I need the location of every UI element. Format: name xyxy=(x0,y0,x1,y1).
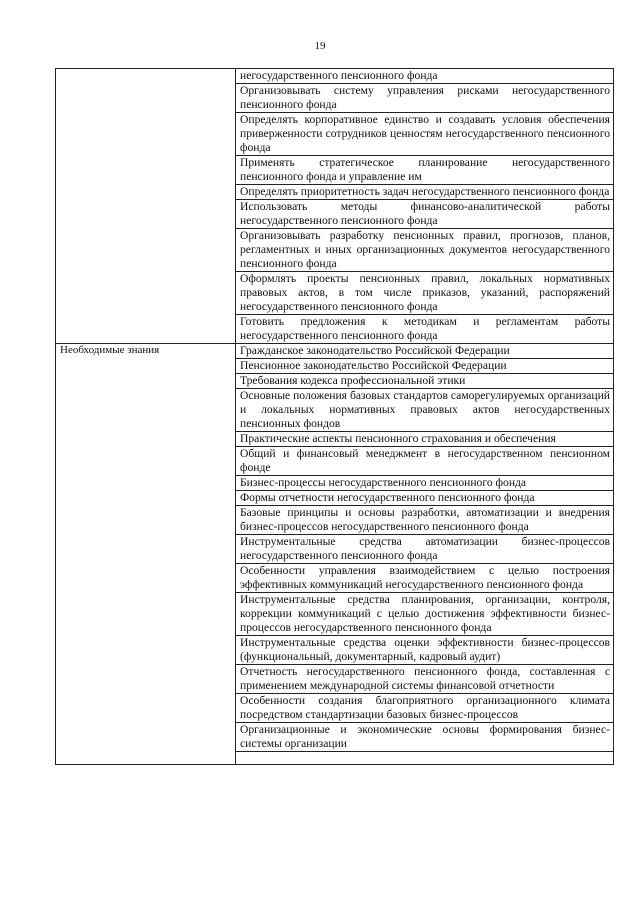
requirement-item: Инструментальные средства оценки эффективности бизнес-процессов (функциональный, документарный, кадровый аудит) xyxy=(236,636,614,665)
table-row xyxy=(56,344,614,359)
requirement-item: негосударственного пенсионного фонда xyxy=(236,69,614,84)
requirement-item: Пенсионное законодательство Российской Федерации xyxy=(236,359,614,374)
requirement-item: Бизнес-процессы негосударственного пенсионного фонда xyxy=(236,476,614,491)
requirement-item: Особенности управления взаимодействием с целью построения эффективных коммуникаций негосударственного пенсионного фонда xyxy=(236,564,614,593)
requirement-item: Организационные и экономические основы формирования бизнес-системы организации xyxy=(236,723,614,752)
requirement-item: Оформлять проекты пенсионных правил, локальных нормативных правовых актов, в том числе приказов, указаний, распоряжений негосударственного пенсионного фонда xyxy=(236,272,614,315)
requirement-item: Организовывать систему управления рисками негосударственного пенсионного фонда xyxy=(236,84,614,113)
requirement-item: Определять корпоративное единство и создавать условия обеспечения приверженности сотрудников ценностям негосударственного пенсионного фонда xyxy=(236,113,614,156)
requirement-item: Определять приоритетность задач негосударственного пенсионного фонда xyxy=(236,185,614,200)
section-heading xyxy=(56,69,236,344)
requirement-item: Применять стратегическое планирование негосударственного пенсионного фонда и управление им xyxy=(236,156,614,185)
table-row xyxy=(56,69,614,84)
requirement-item: Требования кодекса профессиональной этики xyxy=(236,374,614,389)
requirement-item: Формы отчетности негосударственного пенсионного фонда xyxy=(236,491,614,506)
requirement-item: Основные положения базовых стандартов саморегулируемых организаций и локальных нормативных правовых актов негосударственных пенсионных фондов xyxy=(236,389,614,432)
requirement-item: Базовые принципы и основы разработки, автоматизации и внедрения бизнес-процессов негосударственного пенсионного фонда xyxy=(236,506,614,535)
requirement-item: Общий и финансовый менеджмент в негосударственном пенсионном фонде xyxy=(236,447,614,476)
requirements-table xyxy=(55,68,614,765)
section-heading: Необходимые знания xyxy=(56,344,236,765)
empty-cell xyxy=(236,752,614,765)
requirement-item: Использовать методы финансово-аналитической работы негосударственного пенсионного фонда xyxy=(236,200,614,229)
requirement-item: Организовывать разработку пенсионных правил, прогнозов, планов, регламентных и иных организационных документов негосударственного пенсионного фонда xyxy=(236,229,614,272)
page-number: 19 xyxy=(314,40,326,52)
requirement-item: Готовить предложения к методикам и регламентам работы негосударственного пенсионного фонда xyxy=(236,315,614,344)
requirement-item: Отчетность негосударственного пенсионного фонда, составленная с применением международной системы финансовой отчетности xyxy=(236,665,614,694)
requirement-item: Гражданское законодательство Российской Федерации xyxy=(236,344,614,359)
requirement-item: Особенности создания благоприятного организационного климата посредством стандартизации базовых бизнес-процессов xyxy=(236,694,614,723)
requirement-item: Практические аспекты пенсионного страхования и обеспечения xyxy=(236,432,614,447)
requirement-item: Инструментальные средства планирования, организации, контроля, коррекции коммуникаций с целью достижения эффективности бизнес-процессов негосударственного пенсионного фонда xyxy=(236,593,614,636)
requirement-item: Инструментальные средства автоматизации бизнес-процессов негосударственного пенсионного фонда xyxy=(236,535,614,564)
